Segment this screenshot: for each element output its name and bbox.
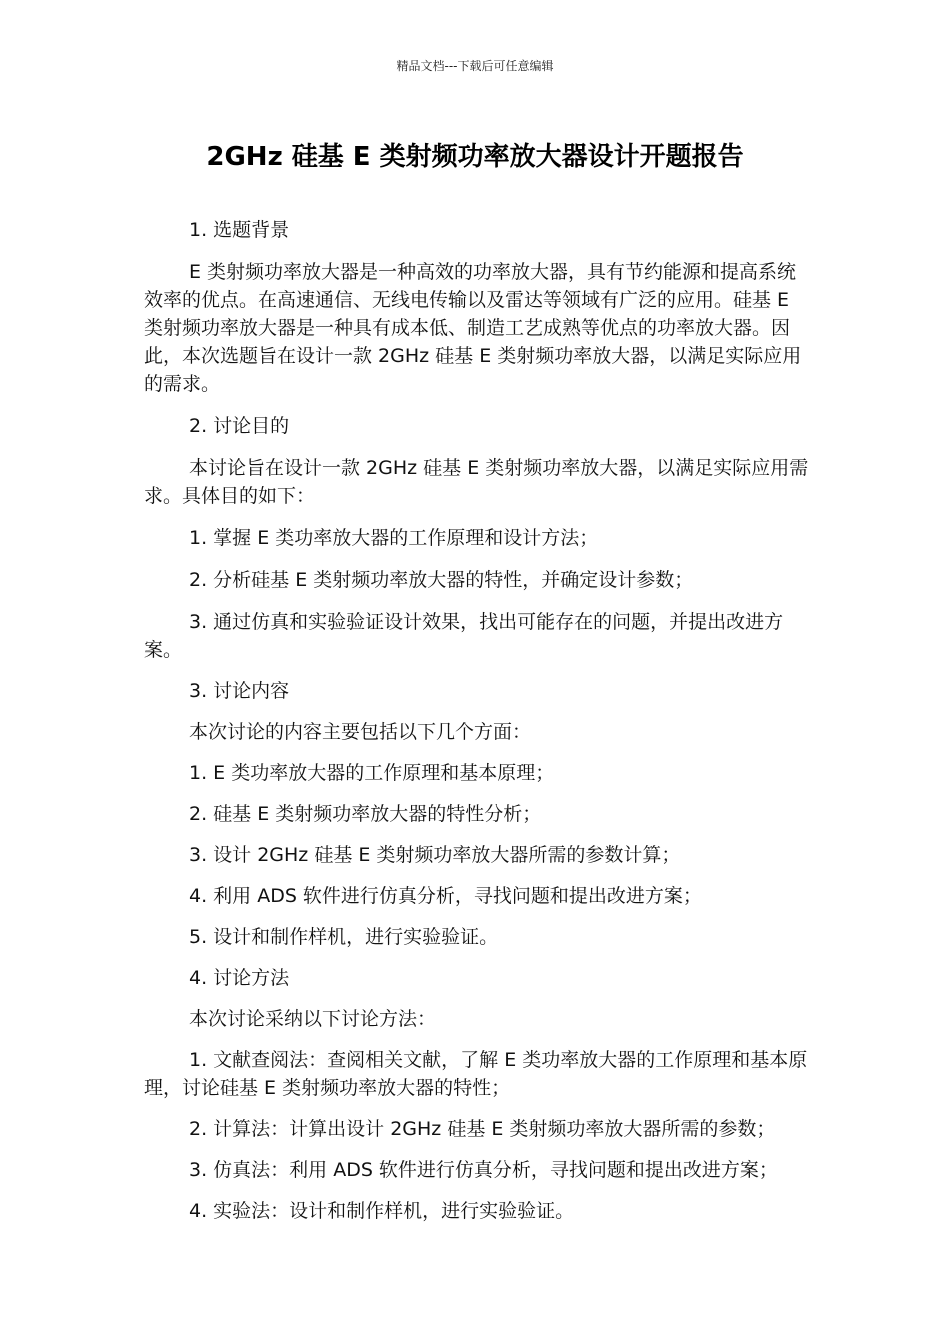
body-paragraph: 本次讨论的内容主要包括以下几个方面： [189, 721, 532, 743]
list-item: 2. 硅基 E 类射频功率放大器的特性分析； [189, 803, 542, 825]
list-item: 3. 设计 2GHz 硅基 E 类射频功率放大器所需的参数计算； [189, 844, 681, 866]
document-body [144, 216, 809, 1225]
list-item: 3. 仿真法：利用 ADS 软件进行仿真分析，寻找问题和提出改进方案； [189, 1159, 778, 1181]
page-header: 精品文档---下载后可任意编辑 [396, 59, 554, 73]
list-item: 1. 掌握 E 类功率放大器的工作原理和设计方法； [189, 527, 599, 549]
section-heading-content: 3. 讨论内容 [189, 680, 290, 702]
body-paragraph: 本次讨论采纳以下讨论方法： [189, 1008, 437, 1030]
list-item: 3. 通过仿真和实验验证设计效果，找出可能存在的问题，并提出改进方案。 [144, 611, 784, 661]
list-item: 2. 分析硅基 E 类射频功率放大器的特性，并确定设计参数； [189, 569, 694, 591]
list-item: 5. 设计和制作样机，进行实验验证。 [189, 926, 499, 948]
list-item: 1. E 类功率放大器的工作原理和基本原理； [189, 762, 555, 784]
list-item: 4. 实验法：设计和制作样机，进行实验验证。 [189, 1200, 575, 1222]
section-heading-method: 4. 讨论方法 [189, 967, 290, 989]
document-title: 2GHz 硅基 E 类射频功率放大器设计开题报告 [206, 142, 744, 172]
body-paragraph: E 类射频功率放大器是一种高效的功率放大器，具有节约能源和提高系统效率的优点。在高速通信、无线电传输以及雷达等领域有广泛的应用。硅基 E 类射频功率放大器是一种具有成本低、制造工艺成熟等优点的功率放大器。因此，本次选题旨在设计一款 2GHz 硅基 E 类射频功率放大器，以满足实际应用的需求。 [144, 261, 802, 395]
body-paragraph: 本讨论旨在设计一款 2GHz 硅基 E 类射频功率放大器，以满足实际应用需求。具体目的如下： [144, 457, 809, 507]
list-item: 1. 文献查阅法：查阅相关文献，了解 E 类功率放大器的工作原理和基本原理，讨论硅基 E 类射频功率放大器的特性； [144, 1049, 808, 1099]
list-item: 4. 利用 ADS 软件进行仿真分析，寻找问题和提出改进方案； [189, 885, 702, 907]
section-heading-background: 1. 选题背景 [189, 219, 290, 241]
list-item: 2. 计算法：计算出设计 2GHz 硅基 E 类射频功率放大器所需的参数； [189, 1118, 776, 1140]
section-heading-purpose: 2. 讨论目的 [189, 415, 290, 437]
